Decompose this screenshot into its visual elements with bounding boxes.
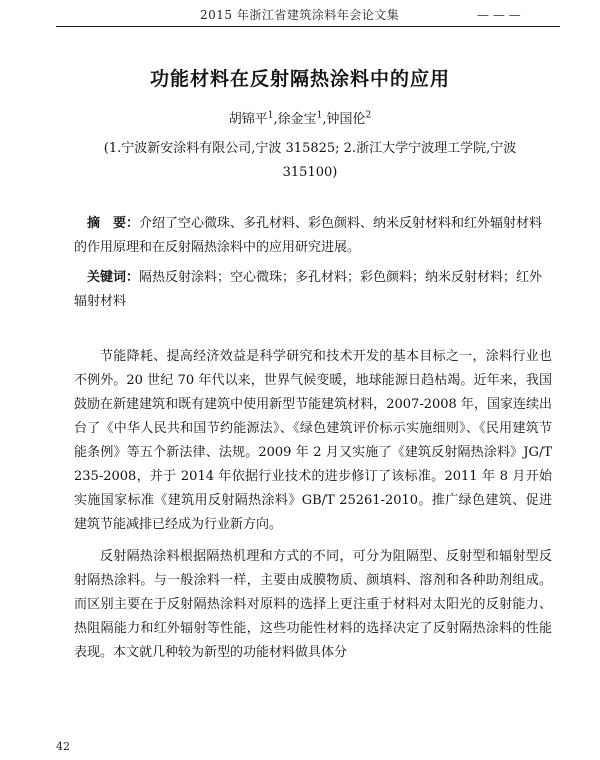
running-header-dashes: — — — [477,8,521,22]
running-header-title: 2015 年浙江省建筑涂料年会论文集 [200,8,400,22]
affiliation: (1.宁波新安涂料有限公司,宁波 315825; 2.浙江大学宁波理工学院,宁波 315100) [103,141,517,180]
author-name: 钟国伦 [326,112,366,127]
keywords-text: 隔热反射涂料；空心微珠；多孔材料；彩色颜料；纳米反射材料；红外辐射材料 [74,270,543,309]
author-affil-mark: 1 [316,110,323,121]
abstract-text: 介绍了空心微珠、多孔材料、彩色颜料、纳米反射材料和红外辐射材料的作用原理和在反射隔热涂料中的应用研究进展。 [74,216,543,255]
abstract-label: 摘 要： [87,216,140,231]
author-affil-mark: 1 [267,110,274,121]
body-paragraph: 反射隔热涂料根据隔热机理和方式的不同，可分为阻隔型、反射型和辐射型反射隔热涂料。与一般涂料一样，主要由成膜物质、颜填料、溶剂和各种助剂组成。而区别主要在于反射隔热涂料对原料的选择上更注重于材料对太阳光的反射能力、热阻隔能力和红外辐射等性能，这些功能性材料的选择决定了反射隔热涂料的性能表现。本文就几种较为新型的功能材料做具体分 [74,549,552,660]
page-number: 42 [56,740,70,753]
body-text [74,345,552,673]
article-title: 功能材料在反射隔热涂料中的应用 [149,68,450,90]
abstract-paragraph [74,212,552,260]
keywords-paragraph [74,266,552,314]
body-paragraph: 节能降耗、提高经济效益是科学研究和技术开发的基本目标之一，涂料行业也不例外。20 世纪 70 年代以来，世界气候变暖，地球能源日趋枯竭。近年来，我国鼓励在新建建筑和既有建筑中使用新型节能建筑材料，2007-2008 年，国家连续出台了《中华人民共和国节约能源法》、《绿色建筑评价标示实施细则》、《民用建筑节能条例》等五个新法律、法规。2009 年 2 月又实施了《建筑反射隔热涂料》JG/T 235-2008，并于 2014 年依据行业技术的进步修订了该标准。2011 年 8 月开始实施国家标准《建筑用反射隔热涂料》GB/T 25261-2010。推广绿色建筑、促进建筑节能减排已经成为行业新方向。 [74,349,552,532]
keywords-label: 关键词： [87,270,140,285]
author-affil-mark: 2 [365,110,372,121]
author-name: 徐金宝 [277,112,317,127]
header-rule [56,26,560,27]
abstract-section [74,212,552,320]
author-line: 胡锦平$^1$,徐金宝$^1$,钟国伦$^2$ [228,110,372,127]
author-name: 胡锦平 [228,112,268,127]
